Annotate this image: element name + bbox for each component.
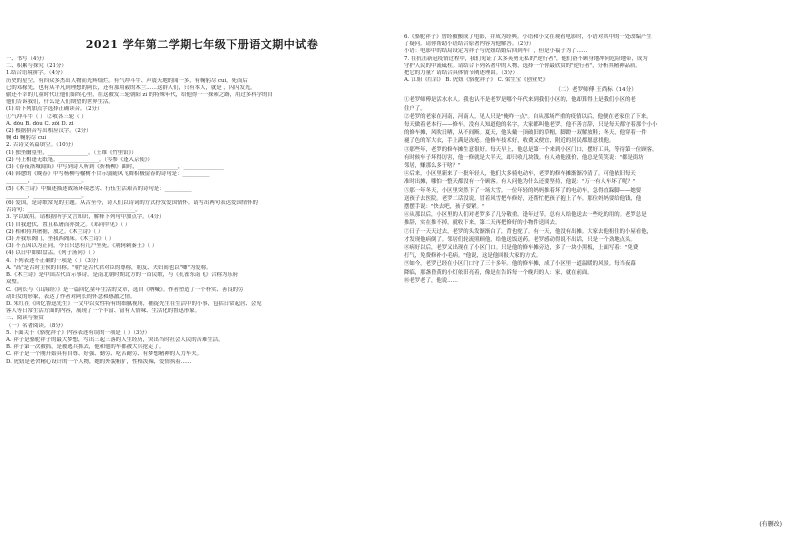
left-line: ________，__________________。 (6, 192, 87, 199)
passage-line: ①老罗师傅是活水水人。我也认不是老罗是哪个年代来到我们小区的，他却算得上是我们小区的老 (404, 97, 636, 104)
passage-line: 邻居，赚那么多干啥？" (404, 163, 461, 170)
left-line: 动妇女的形象，表达了作者对阿长的怀念和感激之情。 (6, 293, 136, 300)
passage-title: （二）老罗师傅 王尚标（14分） (555, 87, 637, 94)
left-line: 客人等日常生活方面的内容，展现了一个丰富、富有人情味、生活化的鲁迅形象。 (6, 308, 201, 315)
left-line: 5. 下面关于《骆驼祥子》内容表述有误的一项是（ ）（3分） (6, 329, 151, 336)
left-line: 3. 学以致用。请根据所学文言知识，解释下列句中加点字。（4分） (6, 214, 165, 221)
left-line: （一）名著阅读。（8分） (6, 322, 67, 329)
left-line: 二、积累与探究（21分） (6, 63, 67, 70)
passage-line: 有时候车子坏得厉害，他一修就是大半天，却只收几块钱。有人劝他涨价，他总是笑笑说："都是街坊 (404, 154, 644, 161)
passage-line: ⑦日子一天天过去，老罗的头发渐渐白了，背也驼了。有一天，他没有出摊。大家去他租住的小屋看他， (404, 228, 652, 235)
right-line: 守护人民的中流砥柱。请结合下列名著中的人物，选择一个你最欣赏的"逆行者"，分析其精神品质。 (404, 62, 641, 69)
passage-line: ⑩老罗老了，他说…… (404, 277, 458, 284)
left-line: 一、书写（4分） (6, 56, 48, 62)
left-line: D. 虎妞是老舍精心设计的一个人物，她的外貌粗犷，性格泼辣，爱情执着…… (6, 358, 192, 365)
left-line: 历史的星空，有四众多杰出人物而光辉灿烂。有气冲斗牛、声震天地的闻一多，有鞠躬尽 cuì，死而后 (6, 77, 248, 84)
left-line: B.《木兰诗》是中国古代首示事诗，是南北朝时期北方的一首民歌，与《孔雀东南飞》合称为乐府 (6, 272, 239, 279)
left-line: D. 朱红在《回忆鲁迅先生》一文中以女性特有的细腻视角，捕捉先生在生活中的小事，包括日常起居、会见 (6, 300, 262, 307)
left-line: (1) 自我进伏，置且私屠而亦贤之。《邓同中见》（ ） (6, 221, 131, 228)
passage-line: ⑤那一年冬天，小区里突然下了一场大雪。一位年轻的妈妈推着坏了的电动车，急得直跺脚——她要 (404, 187, 642, 194)
left-line: 已的邓稼先，也有从平凡到理想的阿长，还有那用毅的木兰……这群人们，只有本人，就是 ，闪闪发光。 (6, 84, 256, 91)
right-line: 小语：电影中的结局设定为祥子与虎妞结婚后回到车厂，但是小福子为了…… (404, 48, 588, 55)
passage-line: 打气，免费修补小毛病。"他说，这是他回报大家的方式。 (404, 253, 542, 260)
passage-line: ④后来，小区里新来了一批年轻人，他们大多骑电动车，老罗的修车摊渐渐冷清了。可他依旧每天 (404, 171, 636, 178)
left-line: (4) 韩愈的《晚春》中写杨柳与榆树不甘示弱随风飞舞积极留春的诗句是：__________ (6, 171, 210, 178)
left-line: 偷还不幸的儿童时代让他们始终心里，在这被发三轮朝阳 zì 的特殊年代，给他得一一探索之路，用过多科学的自 (6, 92, 273, 99)
passage-source-note: (有删改) (759, 521, 782, 528)
right-content (404, 34, 788, 84)
left-line: A. dǒu B. dòu C. zǒi D. zǐ (6, 120, 74, 127)
passage-line: 住户了。 (404, 105, 426, 112)
left-line: (1) 给下列加点字选择正确读音。（2分） (6, 106, 103, 113)
left-line: (6) 爱国，是诗歌常见的主题。从古至今，诗人们以诗词的方式抒发爱国情怀。请写出两句表达爱国情怀的 (6, 200, 258, 207)
left-line: (3)《春夜洛城闻笛》中写到诗人听到《折杨柳》曲时，_______________，_______________ (6, 164, 224, 171)
passage-line: ③那些年，老罗的修车摊生意很好。每天早上，他总是第一个来到小区门口，摆好工具，等待第一位顾客。 (404, 146, 658, 153)
left-line: (5)《木兰诗》中描述描述战场环境恶劣、行伍生活艰苦的诗句是：__________ (6, 185, 192, 192)
left-line: (3) 不五因以为正同，今日只思有几户坐死。《荆轲刺秦王》（ ） (6, 243, 158, 250)
left-line: (2) 马上相逢无纸笔，_______________。（岑参《逢入京使》） (6, 156, 153, 163)
left-line: ①气冲斗牛（ ） ②收各三轮（ ） (6, 113, 87, 120)
left-line: 三、阅读与鉴赏 (6, 315, 44, 322)
page-title: 2021 学年第二学期七年级下册语文期中试卷 (85, 38, 319, 51)
left-content (6, 56, 398, 366)
left-line: C.《阿长与〈山海经〉》是一篇回忆童年生活的文章，选自《呐喊》。作者塑造了一个朴实、善良的劳 (6, 286, 244, 293)
passage-line: 每天做着老本行——修车。没有人知道他的名字，大家都叫他老罗。他不善言辞，只是每天都守着那个小小 (404, 122, 658, 129)
left-line: (2) 根据拼音写出相应汉字。（2分） (6, 128, 92, 135)
left-line: A. "高"是古时主侯的自称。"朝"是古代君对臣的尊称，朋友、夫妇间也以"卿"为爱称。 (6, 264, 212, 271)
right-column (404, 0, 788, 550)
passage-body (404, 96, 788, 285)
left-line: (1) 独坐幽篁里，_______________。（王维《竹里馆》） (6, 149, 137, 156)
left-line: (3) 开我东阁门，坐我西阁床。《木兰诗》（ ） (6, 236, 115, 243)
passage-line: ⑧病好以后，老罗又出现在了小区门口。只是他的修车摊旁边，多了一块小黑板，上面写着："免费 (404, 245, 639, 252)
left-line: C. 祥子是一个刚开始具有自尊、好强、勤劳、吃苦耐劳、有梦想精神的人力车夫。 (6, 351, 203, 358)
left-line: 2. 古诗文名篇填空。（10分） (6, 142, 77, 149)
passage-line: 准时出摊，哪怕一整天都没有一个顾客。有人问他为什么还要坚持，他说："万一有人车坏了呢？" (404, 179, 636, 186)
passage-line: 摆摆手说："快去吧，孩子要紧。" (404, 204, 485, 211)
passage-line: 送孩子去医院。老罗二话没说，冒着风雪把车修好，还帮忙把孩子抱上了车。那位妈妈要给他钱，他 (404, 195, 642, 202)
right-line: 6.《骆驼祥子》曾经被搬成了电影，并成为经典。小语和小文在观看电影时，小语对其中的一处改编产生 (404, 34, 652, 40)
left-line: 他们告诉我们，什么是人们期望的世界生活。 (6, 99, 114, 106)
passage-line: 推辞，实在推不掉，就收下来，第二天再把修好的小物件送回去。 (404, 220, 561, 227)
right-line: 了疑问。请你帮助小语结合原著内容为他解答。（2分） (404, 41, 535, 48)
passage-line: ⑥从那以后，小区里的人们对老罗多了几分敬重。逢年过节，总有人给他送去一些吃的用的。老罗总是 (404, 212, 647, 219)
left-line: (2) 相和持其屠据，放之。《木兰诗》（ ） (6, 228, 104, 235)
passage-line: 降临，那盏昏黄的小灯依旧亮着，像是在告诉每一个晚归的人：家，就在前面。 (404, 269, 593, 276)
left-line: A. 祥子是骆驼祥子的最大梦想，写出三起三落的人生经历，突出当时社会人民的苦难生活。 (6, 336, 224, 343)
right-line: 7. 在抗击新冠疫情过程中，我们见证了太多英勇无私的"逆行者"，他们奋不顾身地冲向危险地带，成为 (404, 55, 648, 62)
left-line: 鞠 dì 鞠躬尽 cuì (6, 135, 47, 142)
left-column (6, 0, 398, 550)
passage-line: 才发现他病倒了。邻居们轮流照顾他，给他送饭送药。老罗感动得说不出话，只是一个劲地点头。 (404, 236, 636, 243)
passage-line: ⑨如今，老罗已经在小区门口守了三十多年。他的修车摊，成了小区里一道温暖的风景。每当夜幕 (404, 261, 636, 268)
right-line: A. 江姐《红岩》 B. 虎妞《骆驼祥子》 C. 梁生宝《创业史》 (404, 77, 549, 84)
left-line: 4. 下列表述不正确的一项是（ ）（3分） (6, 257, 102, 264)
left-line: B. 祥子第一次被抓，是被逃兵抓去，他和他的车都被大兵抢走了。 (6, 344, 165, 351)
left-line: (4) 以日中如如盘盂。《列子汤问》（ ） (6, 250, 98, 257)
left-line: 双璧。 (6, 279, 23, 286)
passage-line: ②老罗的老家在河南，河南人，见人只是"俺咋一点"。自从那场严重的疫情以后，他便在老家住了下来， (404, 113, 652, 120)
passage-line: 褪了色的军大衣，手上满是冻疮。他修车技术好，收费又便宜，附近的居民都愿意找他。 (404, 138, 615, 145)
left-line: 1.结合语境拼字。（4分） (6, 70, 66, 77)
right-line: 把它的力量？请结合具体情节阐述理由。（3分） (404, 70, 518, 77)
left-line: ________，__________________。 (6, 178, 87, 185)
passage-line: 的修车摊，风吹日晒，从不间断。夏天，他头戴一顶破旧的草帽，脚蹬一双解放鞋；冬天，他穿着一件 (404, 130, 647, 137)
left-line: 古诗句：________________________________________。 (6, 207, 141, 214)
